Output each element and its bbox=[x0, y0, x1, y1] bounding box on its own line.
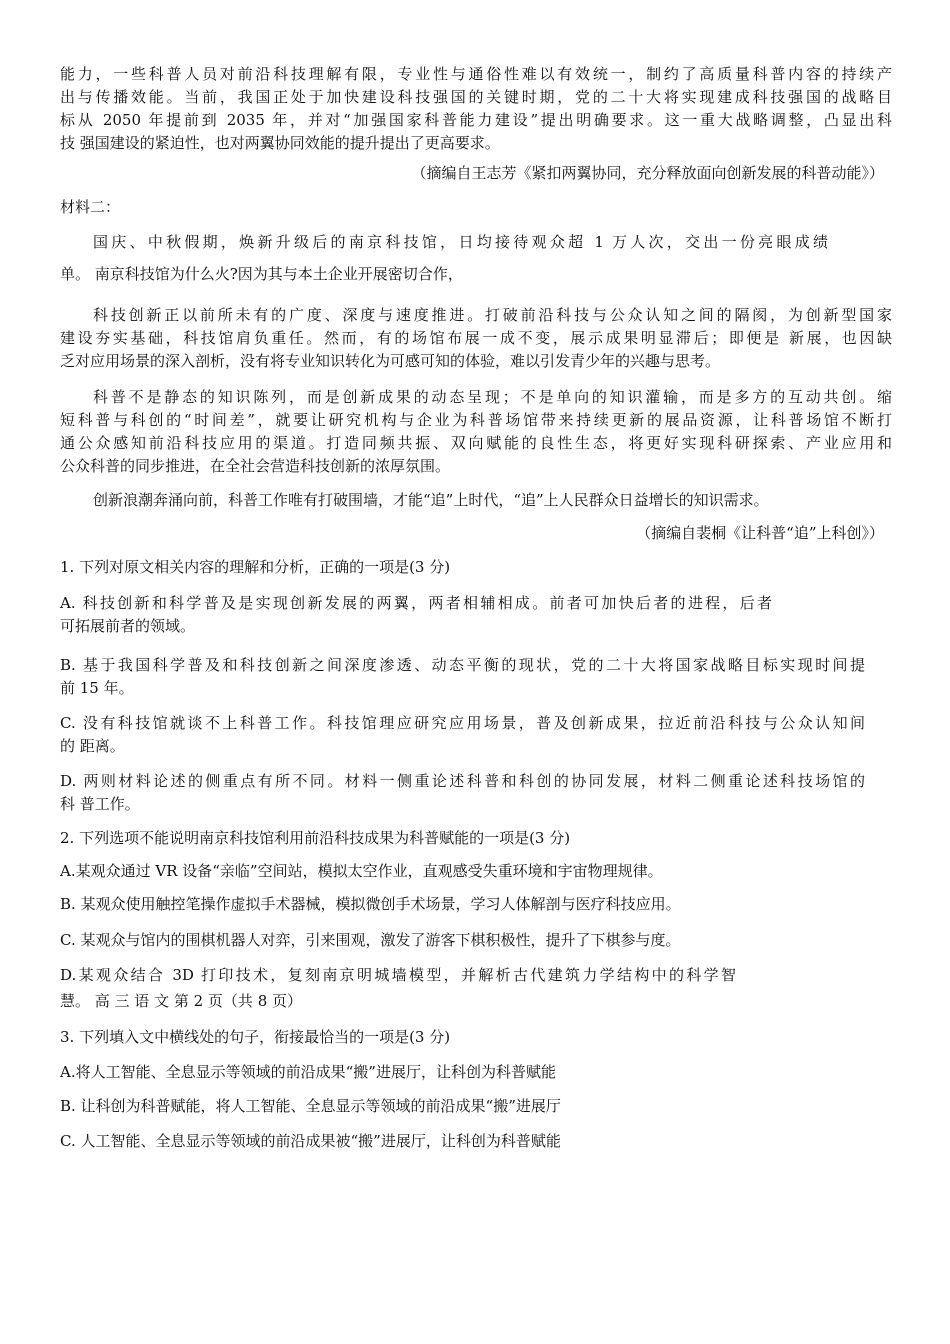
material-two-paragraph-line: 短科普与科创的“时间差”，就要让研究机构与企业为科普场馆带来持续更新的展品资源，让科普场馆不断打 bbox=[60, 411, 892, 429]
material-one-line: 出与传播效能。当前，我国正处于加快建设科技强国的关键时期，党的二十大将实现建成科技强国的战略目 bbox=[60, 88, 892, 106]
source-citation-one: （摘编自王志芳《紧扣两翼协同，充分释放面向创新发展的科普动能》） bbox=[411, 164, 884, 182]
question-3-stem: 3. 下列填入文中横线处的句子，衔接最恰当的一项是(3 分) bbox=[60, 1028, 451, 1046]
question-3-option-a: A.将人工智能、全息显示等领域的前沿成果“搬”进展厅，让科创为科普赋能 bbox=[60, 1063, 556, 1081]
question-2-option-d: D.某观众结合 3D 打印技术，复刻南京明城墙模型，并解析古代建筑力学结构中的科学智 bbox=[60, 966, 736, 984]
question-1-option-d-cont: 科 普工作。 bbox=[60, 795, 140, 813]
material-one-line: 能力，一些科普人员对前沿科技理解有限，专业性与通俗性难以有效统一，制约了高质量科普内容的持续产 bbox=[60, 65, 892, 83]
question-2-option-a: A.某观众通过 VR 设备“亲临”空间站，模拟太空作业，直观感受失重环境和宇宙物理规律。 bbox=[60, 862, 663, 880]
question-1-option-c-cont: 的 距离。 bbox=[60, 737, 125, 755]
question-1-option-c: C. 没有科技馆就谈不上科普工作。科技馆理应研究应用场景，普及创新成果，拉近前沿科技与公众认知间 bbox=[60, 714, 865, 732]
question-2-stem: 2. 下列选项不能说明南京科技馆利用前沿科技成果为科普赋能的一项是(3 分) bbox=[60, 829, 571, 847]
question-1-stem: 1. 下列对原文相关内容的理解和分析，正确的一项是(3 分) bbox=[60, 558, 451, 576]
question-2-option-b: B. 某观众使用触控笔操作虚拟手术器械，模拟微创手术场景，学习人体解剖与医疗科技应用。 bbox=[60, 895, 681, 913]
material-two-paragraph-line: 科普不是静态的知识陈列，而是创新成果的动态呈现；不是单向的知识灌输，而是多方的互动共创。缩 bbox=[93, 388, 892, 406]
material-two-paragraph-line: 建设夯实基础，科技馆肩负重任。然而，有的场馆布展一成不变，展示成果明显滞后；即便是 新展，也因缺 bbox=[60, 329, 892, 347]
question-3-option-c: C. 人工智能、全息显示等领域的前沿成果被“搬”进展厅，让科创为科普赋能 bbox=[60, 1132, 561, 1150]
question-1-option-b-cont: 前 15 年。 bbox=[60, 679, 134, 697]
question-1-option-a: A. 科技创新和科学普及是实现创新发展的两翼，两者相辅相成。前者可加快后者的进程，后者 bbox=[60, 594, 772, 612]
question-1-option-b: B. 基于我国科学普及和科技创新之间深度渗透、动态平衡的现状，党的二十大将国家战略目标实现时间提 bbox=[60, 656, 865, 674]
material-two-paragraph-line: 科技创新正以前所未有的广度、深度与速度推进。打破前沿科技与公众认知之间的隔阂，为创新型国家 bbox=[93, 306, 892, 324]
material-two-intro-line: 单。 南京科技馆为什么火?因为其与本土企业开展密切合作， bbox=[60, 265, 463, 283]
material-one-line: 标从 2050 年提前到 2035 年，并对“加强国家科普能力建设”提出明确要求。这一重大战略调整，凸显出科 bbox=[60, 111, 892, 129]
question-3-option-b: B. 让科创为科普赋能，将人工智能、全息显示等领域的前沿成果“搬”进展厅 bbox=[60, 1097, 561, 1115]
material-one-line: 技 强国建设的紧迫性，也对两翼协同效能的提升提出了更高要求。 bbox=[60, 134, 500, 152]
material-two-paragraph-line: 创新浪潮奔涌向前，科普工作唯有打破围墙，才能“追”上时代，“追”上人民群众日益增长的知识需求。 bbox=[93, 491, 769, 509]
source-citation-two: （摘编自裴桐《让科普“追”上科创》） bbox=[636, 524, 884, 542]
question-1-option-a-cont: 可拓展前者的领域。 bbox=[60, 617, 196, 635]
material-two-intro-line: 国庆、中秋假期，焕新升级后的南京科技馆，日均接待观众超 1 万人次，交出一份亮眼成绩 bbox=[93, 233, 828, 251]
question-1-option-d: D. 两则材料论述的侧重点有所不同。材料一侧重论述科普和科创的协同发展，材料二侧重论述科技场馆的 bbox=[60, 772, 865, 790]
material-two-paragraph-line: 通公众感知前沿科技应用的渠道。打造同频共振、双向赋能的良性生态，将更好实现科研探索、产业应用和 bbox=[60, 434, 892, 452]
material-two-label: 材料二： bbox=[60, 198, 121, 216]
question-2-option-c: C. 某观众与馆内的围棋机器人对弈，引来围观，激发了游客下棋积极性，提升了下棋参与度。 bbox=[60, 931, 681, 949]
question-2-option-d-cont-and-page-footer: 慧。 高 三 语 文 第 2 页（共 8 页） bbox=[60, 992, 303, 1010]
material-two-paragraph-line: 公众科普的同步推进，在全社会营造科技创新的浓厚氛围。 bbox=[60, 457, 451, 475]
material-two-paragraph-line: 乏对应用场景的深入剖析，没有将专业知识转化为可感可知的体验，难以引发青少年的兴趣与思考。 bbox=[60, 352, 721, 370]
